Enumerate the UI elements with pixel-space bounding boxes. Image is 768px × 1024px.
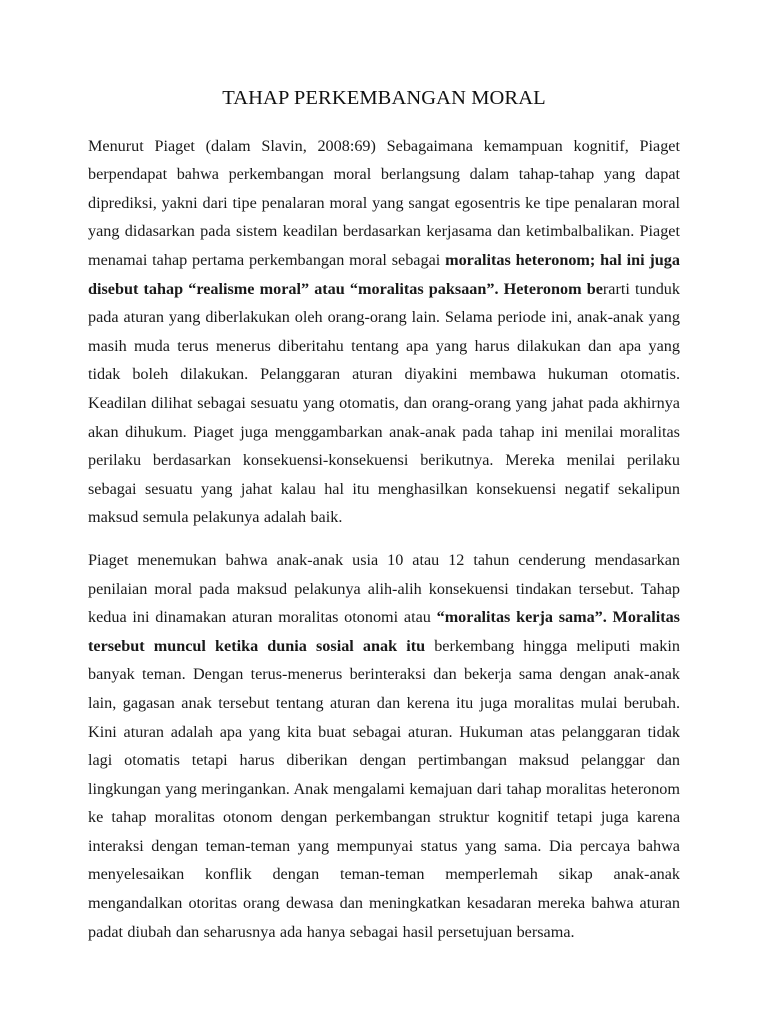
bold-text-run: “moralitas kerja sama”. Moralitas tersebut muncul ketika dunia sosial anak itu	[88, 608, 680, 655]
text-run: Menurut Piaget (dalam Slavin, 2008:69) Sebagaimana kemampuan kognitif, Piaget berpendapat bahwa perkembangan moral berlangsung dalam tahap-tahap yang dapat diprediksi, yakni dari tipe penalaran moral yang sangat egosentris ke tipe penalaran moral yang didasarkan pada sistem keadilan berdasarkan kerjasama dan ketimbalbalikan. Piaget menamai tahap pertama perkembangan moral sebagai	[88, 136, 680, 269]
page-title: TAHAP PERKEMBANGAN MORAL	[222, 87, 546, 109]
document-body	[88, 86, 680, 946]
text-run: rarti tunduk pada aturan yang diberlakukan oleh orang-orang lain. Selama periode ini, anak-anak yang masih muda terus menerus diberitahu tentang apa yang harus dilakukan dan apa yang tidak boleh dilakukan. Pelanggaran aturan diyakini membawa hukuman otomatis. Keadilan dilihat sebagai sesuatu yang otomatis, dan orang-orang yang jahat pada akhirnya akan dihukum. Piaget juga menggambarkan anak-anak pada tahap ini menilai moralitas perilaku berdasarkan konsekuensi-konsekuensi berikutnya. Mereka menilai perilaku sebagai sesuatu yang jahat kalau hal itu menghasilkan konsekuensi negatif sekalipun maksud semula pelakunya adalah baik.	[88, 279, 680, 527]
text-run: berkembang hingga meliputi makin banyak teman. Dengan terus-menerus berinteraksi dan bekerja sama dengan anak-anak lain, gagasan anak tersebut tentang aturan dan kerena itu juga moralitas mulai berubah. Kini aturan adalah apa yang kita buat sebagai aturan. Hukuman atas pelanggaran tidak lagi otomatis tetapi harus diberikan dengan pertimbangan maksud pelanggar dan lingkungan yang meringankan. Anak mengalami kemajuan dari tahap moralitas heteronom ke tahap moralitas otonom dengan perkembangan struktur kognitif tetapi juga karena interaksi dengan teman-teman yang mempunyai status yang sama. Dia percaya bahwa menyelesaikan konflik dengan teman-teman memperlemah sikap anak-anak mengandalkan otoritas orang dewasa dan meningkatkan kesadaran mereka bahwa aturan padat diubah dan seharusnya ada hanya sebagai hasil persetujuan bersama.	[88, 636, 680, 941]
bold-text-run: moralitas heteronom; hal ini juga disebut tahap “realisme moral” atau “moralitas paksaan”. Heteronom be	[88, 251, 680, 298]
paragraph-1	[88, 132, 680, 532]
paragraph-2	[88, 546, 680, 946]
text-run: Piaget menemukan bahwa anak-anak usia 10 atau 12 tahun cenderung mendasarkan penilaian moral pada maksud pelakunya alih-alih konsekuensi tindakan tersebut. Tahap kedua ini dinamakan aturan moralitas otonomi atau	[88, 550, 680, 627]
